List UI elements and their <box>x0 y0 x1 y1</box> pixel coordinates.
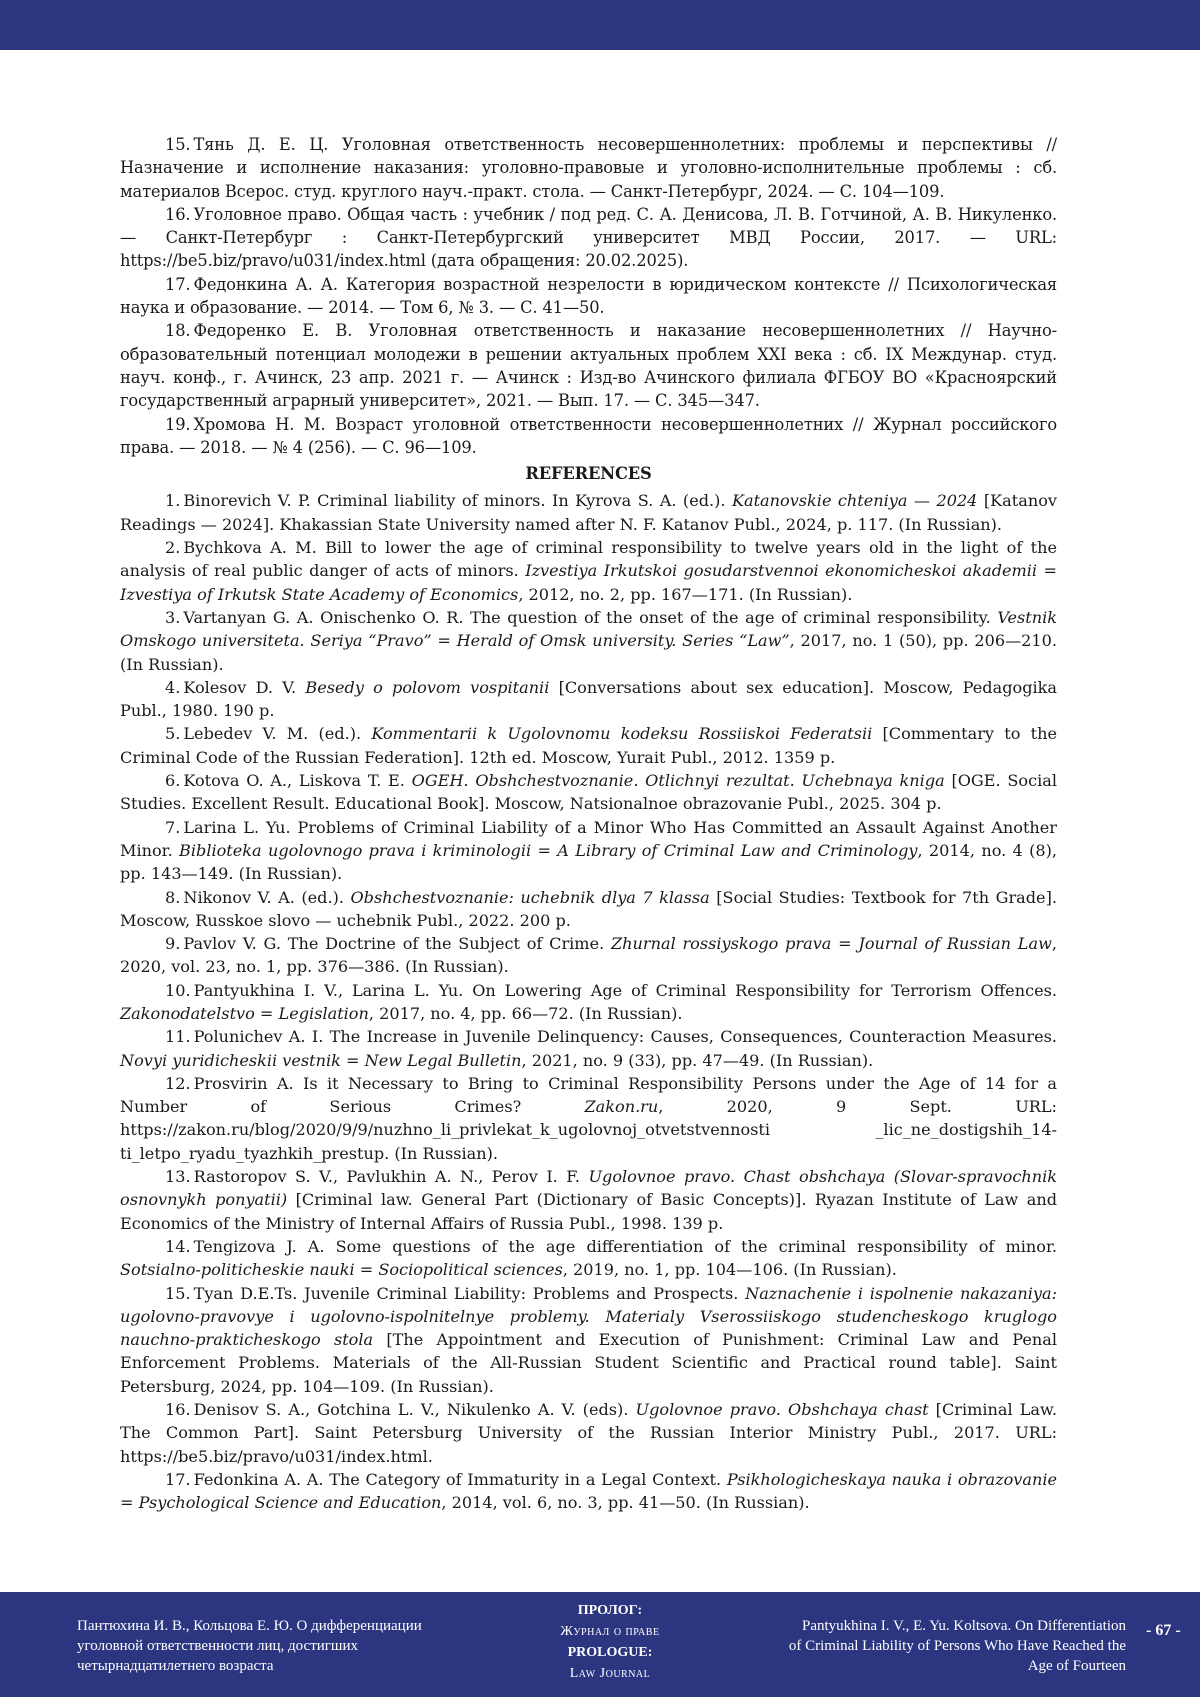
en-reference-7: 7. Larina L. Yu. Problems of Criminal Liability of a Minor Who Has Committed an Assault Against Another Minor. Biblioteka ugolovnogo prava i kriminologii = A Library of Criminal Law and Criminology, 2014, no. 4 (8), pp. 143—149. (In Russian). <box>120 817 1057 884</box>
en-reference-2: 2. Bychkova A. M. Bill to lower the age of criminal responsibility to twelve years old in the light of the analysis of real public danger of acts of minors. Izvestiya Irkutskoi gosudarstvennoi ekonomicheskoi akademii = Izvestiya of Irkutsk State Academy of Economics, 2012, no. 2, pp. 167—171. (In Russian). <box>120 538 1057 604</box>
en-reference-15: 15. Tyan D.E.Ts. Juvenile Criminal Liability: Problems and Prospects. Naznachenie i ispolnenie nakazaniya: ugolovno-pravovye i ugolovno-ispolnitelnye problemy. Materialy Vserossiiskogo studencheskogo kruglogo nauchno-prakticheskogo stola [The Appointment and Execution of Punishment: Criminal Law and Penal Enforcement Problems. Materials of the All-Russian Student Scientific and Practical round table]. Saint Petersburg, 2024, pp. 104—109. (In Russian). <box>120 1283 1057 1396</box>
references-title: REFERENCES <box>525 464 652 484</box>
en-reference-4: 4. Kolesov D. V. Besedy o polovom vospitanii [Conversations about sex education]. Moscow, Pedagogika Publ., 1980. 190 p. <box>120 677 1057 721</box>
en-reference-17: 17. Fedonkina A. A. The Category of Immaturity in a Legal Context. Psikhologicheskaya nauka i obrazovanie = Psychological Science and Education, 2014, vol. 6, no. 3, pp. 41—50. (In Russian). <box>120 1469 1058 1513</box>
en-reference-10: 10. Pantyukhina I. V., Larina L. Yu. On Lowering Age of Criminal Responsibility for Terrorism Offences. Zakonodatelstvo = Legislation, 2017, no. 4, pp. 66—72. (In Russian). <box>120 980 1057 1023</box>
ru-reference-18: 18. Федоренко Е. В. Уголовная ответственность и наказание несовершеннолетних // Научно-образовательный потенциал молодежи в решении актуальных проблем XXI века : сб. IX Междунар. студ. науч. конф., г. Ачинск, 23 апр. 2021 г. — Ачинск : Изд-во Ачинского филиала ФГБОУ ВО «Красноярский государственный аграрный университет», 2021. — Вып. 17. — С. 345—347. <box>120 321 1057 411</box>
en-reference-14: 14. Tengizova J. A. Some questions of the age differentiation of the criminal responsibility of minor. Sotsialno-politicheskie nauki = Sociopolitical sciences, 2019, no. 1, pp. 104—106. (In Russian). <box>120 1236 1057 1280</box>
footer-citation-en: Pantyukhina I. V., E. Yu. Koltsova. On Differentiation of Criminal Liability of Persons Who Have Reached the Age of Fourteen <box>788 1618 1126 1674</box>
en-reference-16: 16. Denisov S. A., Gotchina L. V., Nikulenko A. V. (eds). Ugolovnoe pravo. Obshchaya chast [Criminal Law. The Common Part]. Saint Petersburg University of the Russian Interior Ministry Publ., 2017. URL: https://be5.biz/pravo/u031/index.html. <box>120 1400 1057 1466</box>
ru-reference-19: 19. Хромова Н. М. Возраст уголовной ответственности несовершеннолетних // Журнал российского права. — 2018. — № 4 (256). — С. 96—109. <box>120 414 1057 457</box>
ru-reference-16: 16. Уголовное право. Общая часть : учебник / под ред. С. А. Денисова, Л. В. Готчиной, А. В. Никуленко. — Санкт-Петербург : Санкт-Петербургский университет МВД России, 2017. — URL: https://be5.biz/pravo/u031/index.html (дата обращения: 20.02.2025). <box>120 204 1057 271</box>
header-bar <box>0 0 1200 50</box>
en-reference-3: 3. Vartanyan G. A. Onischenko O. R. The question of the onset of the age of criminal responsibility. Vestnik Omskogo universiteta. Seriya “Pravo” = Herald of Omsk university. Series “Law”, 2017, no. 1 (50), pp. 206—210. (In Russian). <box>120 607 1057 674</box>
references-content <box>120 133 1057 1515</box>
footer-citation-ru: Пантюхина И. В., Кольцова Е. Ю. О дифференциации уголовной ответственности лиц, достигших четырнадцатилетнего возраста <box>77 1618 422 1674</box>
en-reference-1: 1. Binorevich V. P. Criminal liability of minors. In Kyrova S. A. (ed.). Katanovskie chteniya — 2024 [Katanov Readings — 2024]. Khakassian State University named after N. F. Katanov Publ., 2024, p. 117. (In Russian). <box>120 491 1057 534</box>
page-number: - 67 - <box>1146 1622 1181 1639</box>
en-reference-9: 9. Pavlov V. G. The Doctrine of the Subject of Crime. Zhurnal rossiyskogo prava = Journal of Russian Law, 2020, vol. 23, no. 1, pp. 376—386. (In Russian). <box>120 934 1057 977</box>
journal-title: ПРОЛОГ: Журнал о праве PROLOGUE: Law Journal <box>560 1603 660 1681</box>
en-reference-11: 11. Polunichev A. I. The Increase in Juvenile Delinquency: Causes, Consequences, Counteraction Measures. Novyi yuridicheskii vestnik = New Legal Bulletin, 2021, no. 9 (33), pp. 47—49. (In Russian). <box>120 1027 1057 1070</box>
en-reference-5: 5. Lebedev V. M. (ed.). Kommentarii k Ugolovnomu kodeksu Rossiiskoi Federatsii [Commentary to the Criminal Code of the Russian Federation]. 12th ed. Moscow, Yurait Publ., 2012. 1359 p. <box>120 724 1057 767</box>
footer-bar <box>0 1592 1200 1697</box>
ru-reference-15: 15. Тянь Д. Е. Ц. Уголовная ответственность несовершеннолетних: проблемы и перспективы // Назначение и исполнение наказания: уголовно-правовые и уголовно-исполнительные проблемы : сб. материалов Всерос. студ. круглого науч.-практ. стола. — Санкт-Петербург, 2024. — С. 104—109. <box>120 135 1057 201</box>
ru-reference-17: 17. Федонкина А. А. Категория возрастной незрелости в юридическом контексте // Психологическая наука и образование. — 2014. — Том 6, № 3. — С. 41—50. <box>120 274 1057 318</box>
en-reference-13: 13. Rastoropov S. V., Pavlukhin A. N., Perov I. F. Ugolovnoe pravo. Chast obshchaya (Slovar-spravochnik osnovnykh ponyatii) [Criminal law. General Part (Dictionary of Basic Concepts)]. Ryazan Institute of Law and Economics of the Ministry of Internal Affairs of Russia Publ., 1998. 139 p. <box>120 1167 1058 1233</box>
en-reference-12: 12. Prosvirin A. Is it Necessary to Bring to Criminal Responsibility Persons under the Age of 14 for a Number of Serious Crimes? Zakon.ru, 2020, 9 Sept. URL: https://zakon.ru/blog/2020/9/9/nuzhno_li_privlekat_k_ugolovnoj_otvetstvennosti _lic_ne_dostigshih_14-ti_letpo_ryadu_tyazhkih_prestup. (In Russian). <box>120 1073 1057 1163</box>
en-reference-8: 8. Nikonov V. A. (ed.). Obshchestvoznanie: uchebnik dlya 7 klassa [Social Studies: Textbook for 7th Grade]. Moscow, Russkoe slovo — uchebnik Publ., 2022. 200 p. <box>120 887 1057 930</box>
en-reference-6: 6. Kotova O. A., Liskova T. E. OGEH. Obshchestvoznanie. Otlichnyi rezultat. Uchebnaya kniga [OGE. Social Studies. Excellent Result. Educational Book]. Moscow, Natsionalnoe obrazovanie Publ., 2025. 304 p. <box>120 771 1057 814</box>
